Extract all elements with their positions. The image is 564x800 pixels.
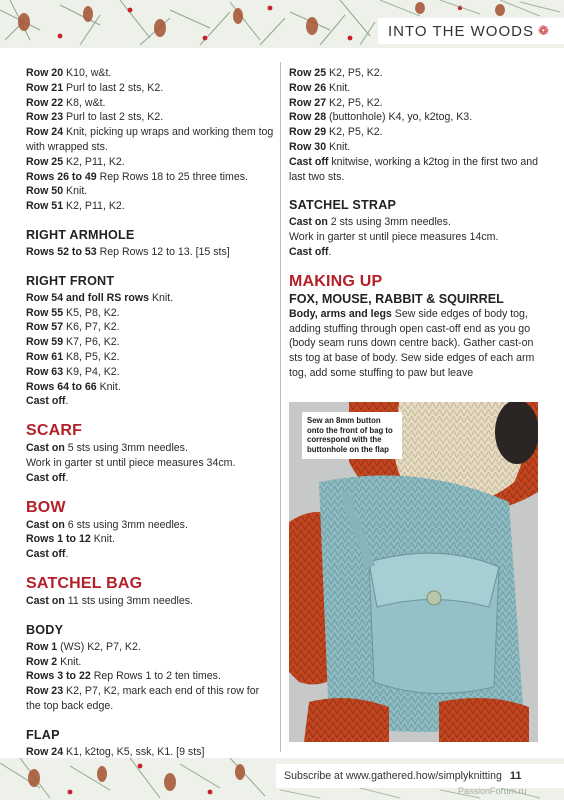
pattern-line: Row 55 K5, P8, K2. [26,306,120,319]
pattern-line: Row 20 K10, w&t. [26,67,112,79]
heading-right-armhole: RIGHT ARMHOLE [26,227,135,242]
pattern-line: Row 63 K9, P4, K2. [26,365,120,378]
subscribe-link[interactable]: Subscribe at www.gathered.how/simplyknitting [284,770,502,782]
pattern-line: Cast on 6 sts using 3mm needles. [26,518,188,531]
pattern-line: Rows 1 to 12 Knit. [26,533,115,546]
photo-caption: Sew an 8mm button onto the front of bag to correspond with the buttonhole on the flap [302,412,402,459]
pattern-line: Row 22 K8, w&t. [26,96,106,109]
pattern-line: Cast on 11 sts using 3mm needles. [26,594,194,607]
pattern-line: Row 1 (WS) K2, P7, K2. [26,640,141,653]
pattern-line: Row 25 K2, P11, K2. [26,155,125,168]
pattern-line: Rows 52 to 53 Rep Rows 12 to 13. [15 sts] [26,245,230,258]
watermark: PassionForum.ru [458,786,527,796]
heading-scarf: SCARF [26,422,83,440]
pattern-line: Row 51 K2, P11, K2. [26,200,125,213]
pattern-line: Cast on 2 sts using 3mm needles. [289,216,451,229]
pattern-line: Rows 26 to 49 Rep Rows 18 to 25 three times. [26,170,248,183]
heading-right-front: RIGHT FRONT [26,273,115,288]
pattern-line: Cast off. [26,548,69,561]
page-number: 11 [509,770,522,782]
pattern-line: Row 57 K6, P7, K2. [26,321,120,334]
flower-icon: ❁ [537,23,549,38]
heading-body: BODY [26,622,64,637]
pattern-line: Row 28 (buttonhole) K4, yo, k2tog, K3. [289,111,473,124]
heading-flap: FLAP [26,727,60,742]
subheading-animals: FOX, MOUSE, RABBIT & SQUIRREL [289,291,504,306]
pattern-line: Rows 3 to 22 Rep Rows 1 to 2 ten times. [26,670,221,683]
heading-satchel-bag: SATCHEL BAG [26,574,143,592]
pattern-line: Cast on 5 sts using 3mm needles. [26,442,188,455]
pattern-line: Row 61 K8, P5, K2. [26,350,120,363]
section-title: INTO THE WOODS [388,22,534,40]
pattern-line: Row 30 Knit. [289,140,351,153]
heading-bow: BOW [26,498,66,516]
row-block-1 [26,66,274,214]
making-up-paragraph: Body, arms and legs Sew side edges of body tog, adding stuffing through open cast-off end as you go (body seam runs down centre back). Gather cast-on sts tog at base of body. Sew side edges of each arm tog, add some stuffing to paw but leave [289,307,535,379]
pattern-line: Row 59 K7, P6, K2. [26,336,120,349]
heading-making-up: MAKING UP [289,272,383,290]
header-pine-band [0,0,564,48]
pattern-line: Row 24 K1, k2tog, K5, ssk, K1. [9 sts] [26,745,205,758]
pattern-line: Row 2 Knit. [26,655,82,668]
pattern-line: Rows 64 to 66 Knit. [26,380,121,393]
pattern-line: Row 29 K2, P5, K2. [289,126,383,139]
page-footer [276,764,564,788]
right-column [289,66,539,381]
pattern-line: Row 24 Knit, picking up wraps and working them tog with wrapped sts. [26,126,274,153]
pattern-line: Row 25 K2, P5, K2. [289,67,383,79]
pattern-line: Row 23 Purl to last 2 sts, K2. [26,111,164,124]
pattern-line: Cast off. [26,471,69,484]
pattern-line: Row 23 K2, P7, K2, mark each end of this row for the top back edge. [26,685,260,712]
section-header-tab [378,18,564,44]
pattern-line: Row 26 Knit. [289,81,351,94]
left-column [26,66,274,760]
pattern-line: Work in garter st until piece measures 34cm. [26,456,236,469]
pattern-line: Row 50 Knit. [26,185,88,198]
pattern-line: Cast off. [289,245,332,258]
pattern-line: Cast off knitwise, working a k2tog in the first two and last two sts. [289,155,539,183]
pattern-line: Row 27 K2, P5, K2. [289,96,383,109]
pattern-line: Work in garter st until piece measures 14cm. [289,231,499,244]
column-divider [280,62,281,752]
pattern-line: Row 54 and foll RS rows Knit. [26,291,174,304]
pattern-line: Cast off. [26,395,69,408]
pattern-line: Row 21 Purl to last 2 sts, K2. [26,81,164,94]
heading-satchel-strap: SATCHEL STRAP [289,198,397,213]
